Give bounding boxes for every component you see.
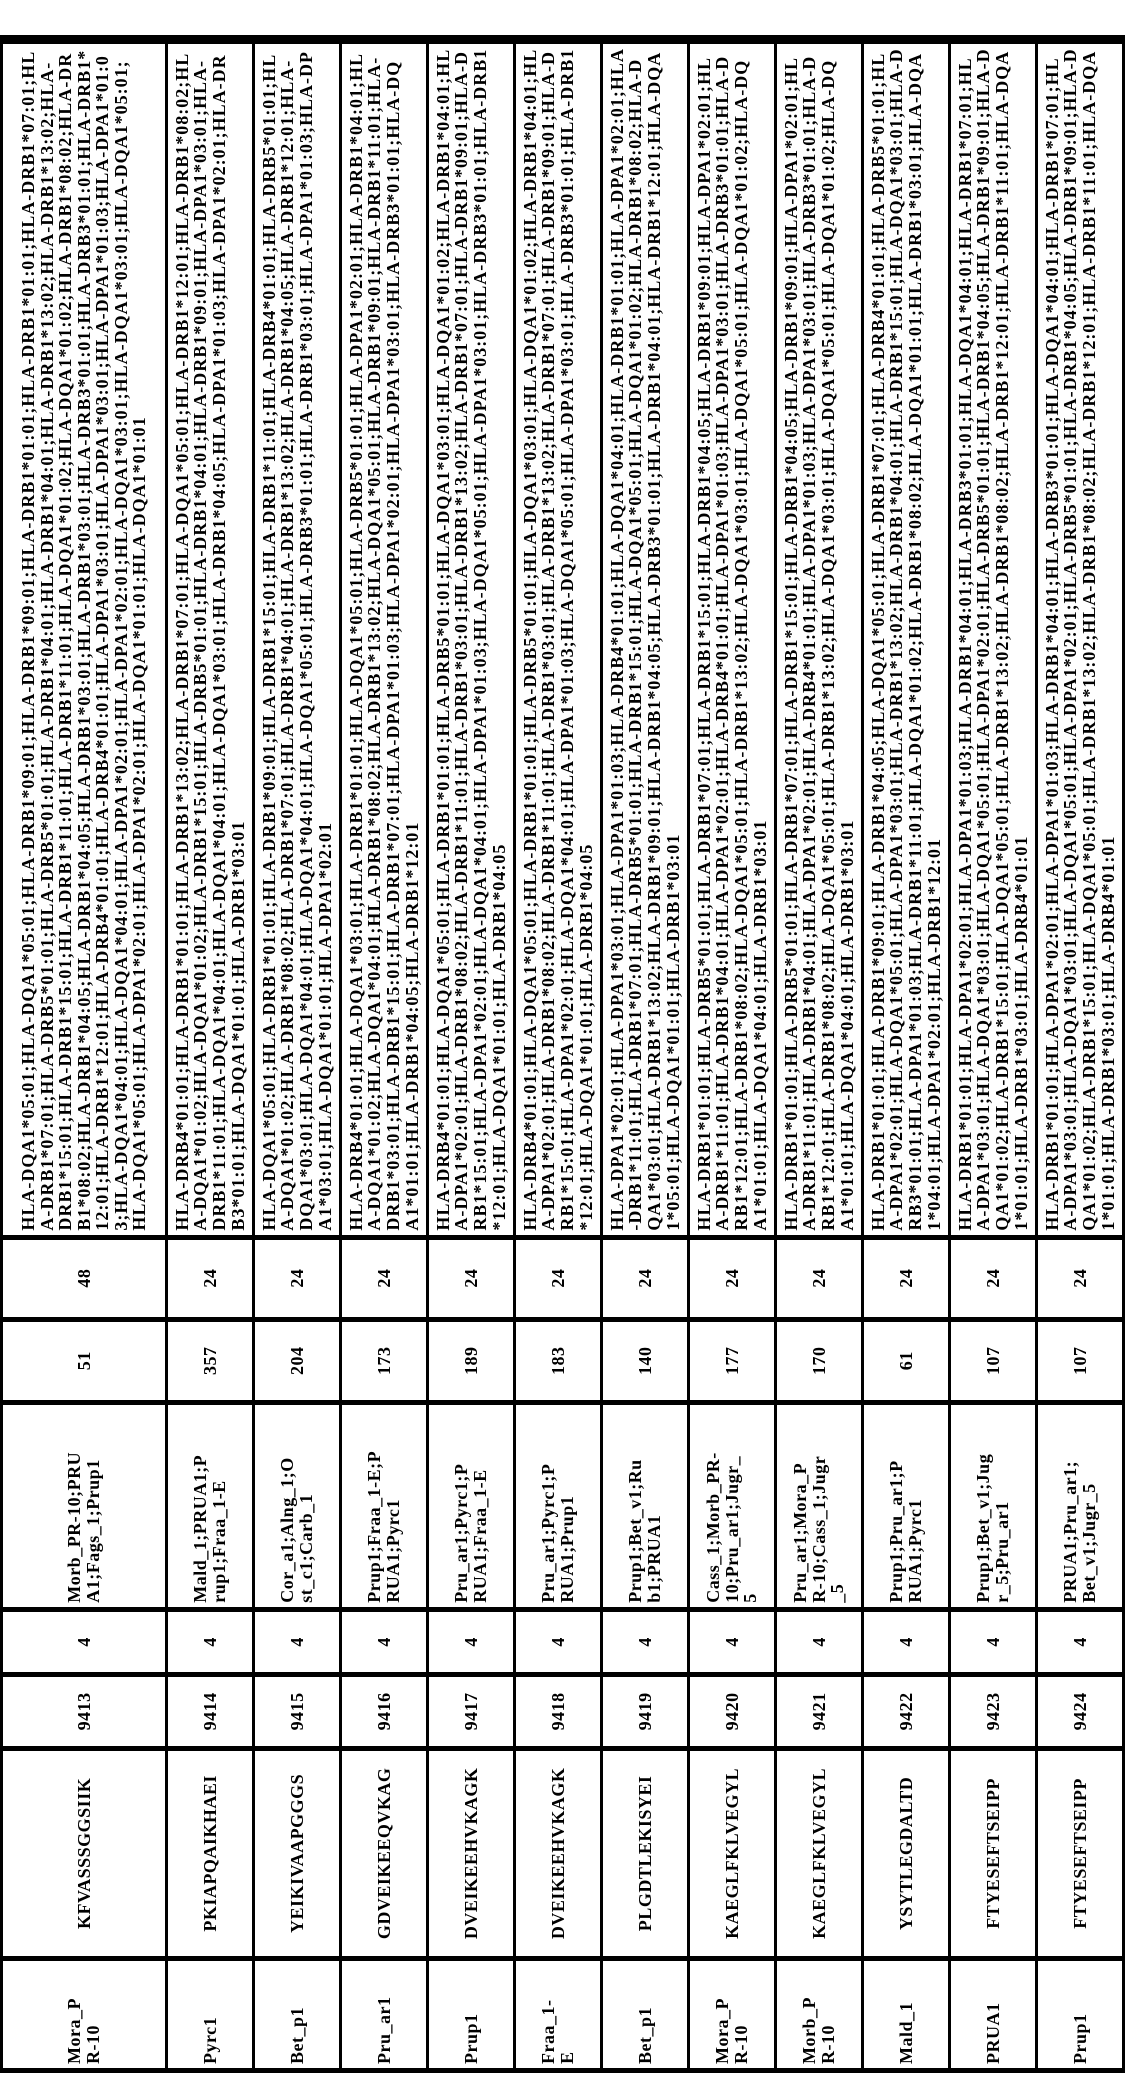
protein-count-cell: 4 — [776, 1609, 863, 1674]
count-b-cell: 24 — [776, 1237, 863, 1319]
hla-allele-list: HLA-DRB4*01:01;HLA-DRB1*01:01;HLA-DRB1*13:02;HLA-DRB1*07:01;HLA-DQA1*05:01;HLA-DRB1*12:01;HLA-DRB1*08:02;HLA-DQA1*01:02;HLA-DQA1*01:02;HLA-DRB1*15:01;HLA-DRB5*01:01;HLA-DRB1*04:01;HLA-DRB1*09:01;HLA-DPA1*03:01;HLA-DRB1*11:01;HLA-DQA1*04:01;HLA-DQA1*04:01;HLA-DQA1*03:01;HLA-DRB1*04:05;HLA-DPA1*01:03;HLA-DPA1*02:01;HLA-DRB3*01:01;HLA-DQA1*01:01;HLA-DRB1*03:01 — [171, 52, 248, 1231]
peptide-sequence-cell: FTYESEFTSEIPP — [950, 1748, 1037, 1958]
peptide-sequence-cell: DVEIKEEHVKAGK — [515, 1748, 602, 1958]
protein-count-cell: 4 — [950, 1609, 1037, 1674]
table-row — [950, 40, 1037, 2071]
protein-count-cell: 4 — [1037, 1609, 1124, 1674]
table-row — [515, 40, 602, 2071]
protein-list-cell — [341, 1402, 428, 1609]
hla-allele-cell — [515, 40, 602, 1238]
protein-list: Pru_ar1;Pyrc1;PRUA1;Prup1 — [538, 1463, 577, 1603]
table-row — [1037, 40, 1124, 2071]
protein-list: Pru_ar1;Pyrc1;PRUA1;Fraa_1-E — [451, 1463, 490, 1603]
protein-count-cell: 4 — [167, 1609, 254, 1674]
count-a-cell: 140 — [602, 1319, 689, 1402]
protein-list: Morb_PR-10;PRUA1;Fags_1;Prup1 — [64, 1451, 103, 1603]
protein-name-cell — [254, 1958, 341, 2070]
peptide-sequence-cell: KFVASSSGGSIIK — [2, 1748, 167, 1958]
protein-list-cell — [2, 1402, 167, 1609]
protein-name: Pyrc1 — [199, 2016, 220, 2064]
protein-list-cell — [689, 1402, 776, 1609]
protein-count-cell: 4 — [602, 1609, 689, 1674]
protein-list: Prup1;Pru_ar1;PRUA1;Pyrc1 — [886, 1460, 925, 1603]
protein-list: Pru_ar1;Mora_PR-10;Cass_1;Jugr_5 — [790, 1455, 848, 1603]
peptide-sequence-cell: GDVEIKEEQVKAG — [341, 1748, 428, 1958]
count-b-cell: 24 — [515, 1237, 602, 1319]
protein-name-cell — [1037, 1958, 1124, 2070]
count-a-cell: 107 — [1037, 1319, 1124, 1402]
protein-name-cell — [776, 1958, 863, 2070]
sequence-id-cell: 9414 — [167, 1674, 254, 1748]
count-a-cell: 183 — [515, 1319, 602, 1402]
table-row — [167, 40, 254, 2071]
hla-allele-cell — [950, 40, 1037, 1238]
sequence-id-cell: 9415 — [254, 1674, 341, 1748]
hla-allele-list: HLA-DRB4*01:01;HLA-DQA1*05:01;HLA-DRB1*01:01;HLA-DRB5*01:01;HLA-DQA1*03:01;HLA-DQA1*01:02;HLA-DRB1*04:01;HLA-DPA1*02:01;HLA-DRB1*08:02;HLA-DRB1*11:01;HLA-DRB1*03:01;HLA-DRB1*13:02;HLA-DRB1*07:01;HLA-DRB1*09:01;HLA-DRB1*15:01;HLA-DPA1*02:01;HLA-DQA1*04:01;HLA-DPA1*01:03;HLA-DQA1*05:01;HLA-DPA1*03:01;HLA-DRB3*01:01;HLA-DRB1*12:01;HLA-DQA1*01:01;HLA-DRB1*04:05 — [519, 48, 596, 1231]
count-a-cell: 177 — [689, 1319, 776, 1402]
table-row — [254, 40, 341, 2071]
protein-name: Pru_ar1 — [373, 1996, 394, 2064]
count-a-cell: 189 — [428, 1319, 515, 1402]
count-b-cell: 24 — [863, 1237, 950, 1319]
peptide-sequence-cell: KAEGLFKLVEGYL — [776, 1748, 863, 1958]
hla-allele-list: HLA-DQA1*05:01;HLA-DRB1*01:01;HLA-DRB1*09:01;HLA-DRB1*15:01;HLA-DRB1*11:01;HLA-DRB4*01:01;HLA-DRB5*01:01;HLA-DQA1*01:02;HLA-DRB1*08:02;HLA-DRB1*07:01;HLA-DRB1*04:01;HLA-DRB1*13:02;HLA-DRB1*04:05;HLA-DRB1*12:01;HLA-DQA1*03:01;HLA-DQA1*04:01;HLA-DQA1*04:01;HLA-DQA1*05:01;HLA-DRB3*01:01;HLA-DRB1*03:01;HLA-DPA1*01:03;HLA-DPA1*03:01;HLA-DQA1*01:01;HLA-DPA1*02:01 — [258, 51, 335, 1231]
protein-count-cell: 4 — [428, 1609, 515, 1674]
protein-name: Bet_p1 — [634, 2007, 655, 2064]
hla-allele-cell — [689, 40, 776, 1238]
count-b-cell: 24 — [602, 1237, 689, 1319]
peptide-sequence-cell: KAEGLFKLVEGYL — [689, 1748, 776, 1958]
table-row — [602, 40, 689, 2071]
sequence-id-cell: 9419 — [602, 1674, 689, 1748]
protein-list: Prup1;Bet_v1;Rub1;PRUA1 — [625, 1459, 664, 1603]
peptide-sequence-cell: YSYTLEGDALTD — [863, 1748, 950, 1958]
protein-count-cell: 4 — [863, 1609, 950, 1674]
protein-list: Mald_1;PRUA1;Prup1;Fraa_1-E — [190, 1454, 229, 1603]
protein-name: Prup1 — [460, 2013, 481, 2064]
hla-allele-cell — [776, 40, 863, 1238]
hla-allele-cell — [341, 40, 428, 1238]
sequence-id-cell: 9424 — [1037, 1674, 1124, 1748]
hla-allele-list: HLA-DRB1*01:01;HLA-DPA1*02:01;HLA-DPA1*01:03;HLA-DRB1*04:01;HLA-DRB3*01:01;HLA-DQA1*04:01;HLA-DRB1*07:01;HLA-DPA1*03:01;HLA-DQA1*03:01;HLA-DQA1*05:01;HLA-DPA1*02:01;HLA-DRB5*01:01;HLA-DRB1*04:05;HLA-DRB1*09:01;HLA-DQA1*01:02;HLA-DRB1*15:01;HLA-DQA1*05:01;HLA-DRB1*13:02;HLA-DRB1*08:02;HLA-DRB1*12:01;HLA-DRB1*11:01;HLA-DQA1*01:01;HLA-DRB1*03:01;HLA-DRB4*01:01 — [1041, 48, 1118, 1231]
hla-allele-list: HLA-DRB1*01:01;HLA-DRB5*01:01;HLA-DRB1*07:01;HLA-DRB1*15:01;HLA-DRB1*04:05;HLA-DRB1*09:01;HLA-DPA1*02:01;HLA-DRB1*11:01;HLA-DRB1*04:01;HLA-DPA1*02:01;HLA-DRB4*01:01;HLA-DPA1*01:03;HLA-DPA1*03:01;HLA-DRB3*01:01;HLA-DRB1*12:01;HLA-DRB1*08:02;HLA-DQA1*05:01;HLA-DRB1*13:02;HLA-DQA1*03:01;HLA-DQA1*05:01;HLA-DQA1*01:02;HLA-DQA1*01:01;HLA-DQA1*04:01;HLA-DRB1*03:01 — [780, 55, 857, 1231]
count-a-cell: 173 — [341, 1319, 428, 1402]
hla-allele-list: HLA-DQA1*05:01;HLA-DQA1*05:01;HLA-DRB1*09:01;HLA-DRB1*09:01;HLA-DRB1*01:01;HLA-DRB1*01:01;HLA-DRB1*07:01;HLA-DRB1*07:01;HLA-DRB5*01:01;HLA-DRB5*01:01;HLA-DRB1*04:01;HLA-DRB1*04:01;HLA-DRB1*13:02;HLA-DRB1*13:02;HLA-DRB1*15:01;HLA-DRB1*15:01;HLA-DRB1*11:01;HLA-DRB1*11:01;HLA-DQA1*01:02;HLA-DQA1*01:02;HLA-DRB1*08:02;HLA-DRB1*08:02;HLA-DRB1*04:05;HLA-DRB1*04:05;HLA-DRB1*03:01;HLA-DRB1*03:01;HLA-DRB3*01:01;HLA-DRB3*01:01;HLA-DRB1*12:01;HLA-DRB1*12:01;HLA-DRB4*01:01;HLA-DRB4*01:01;HLA-DPA1*03:01;HLA-DPA1*03:01;HLA-DPA1*01:03;HLA-DPA1*01:03;HLA-DQA1*04:01;HLA-DQA1*04:01;HLA-DPA1*02:01;HLA-DPA1*02:01;HLA-DQA1*03:01;HLA-DQA1*03:01;HLA-DQA1*05:01;HLA-DQA1*05:01;HLA-DPA1*02:01;HLA-DPA1*02:01;HLA-DQA1*01:01;HLA-DQA1*01:01 — [17, 49, 150, 1231]
table-row — [689, 40, 776, 2071]
peptide-sequence-cell: DVEIKEEHVKAGK — [428, 1748, 515, 1958]
count-b-cell: 24 — [950, 1237, 1037, 1319]
hla-allele-cell — [602, 40, 689, 1238]
protein-list-cell — [950, 1402, 1037, 1609]
sequence-id-cell: 9418 — [515, 1674, 602, 1748]
hla-allele-cell — [863, 40, 950, 1238]
protein-name-cell — [515, 1958, 602, 2070]
protein-list-cell — [167, 1402, 254, 1609]
protein-name-cell — [341, 1958, 428, 2070]
sequence-id-cell: 9420 — [689, 1674, 776, 1748]
protein-list-cell — [1037, 1402, 1124, 1609]
hla-allele-cell — [1037, 40, 1124, 1238]
count-a-cell: 170 — [776, 1319, 863, 1402]
protein-list-cell — [428, 1402, 515, 1609]
sequence-id-cell: 9421 — [776, 1674, 863, 1748]
count-b-cell: 24 — [254, 1237, 341, 1319]
count-b-cell: 24 — [167, 1237, 254, 1319]
protein-name-cell — [863, 1958, 950, 2070]
protein-name: Mora_PR-10 — [712, 1998, 751, 2064]
protein-name-cell — [167, 1958, 254, 2070]
protein-name: Mald_1 — [895, 2001, 916, 2064]
sequence-id-cell: 9423 — [950, 1674, 1037, 1748]
protein-count-cell: 4 — [254, 1609, 341, 1674]
peptide-sequence-cell: PLGDTLEKISYEI — [602, 1748, 689, 1958]
table-row — [863, 40, 950, 2071]
sequence-id-cell: 9417 — [428, 1674, 515, 1748]
protein-list-cell — [602, 1402, 689, 1609]
table-row — [2, 40, 167, 2071]
sequence-id-cell: 9422 — [863, 1674, 950, 1748]
hla-allele-cell — [254, 40, 341, 1238]
count-b-cell: 24 — [689, 1237, 776, 1319]
protein-list: Prup1;Fraa_1-E;PRUA1;Pyrc1 — [364, 1450, 403, 1603]
protein-name-cell — [689, 1958, 776, 2070]
protein-name-cell — [950, 1958, 1037, 2070]
protein-list-cell — [863, 1402, 950, 1609]
protein-list: Prup1;Bet_v1;Jugr_5;Pru_ar1 — [973, 1453, 1012, 1603]
count-b-cell: 24 — [341, 1237, 428, 1319]
protein-name: Bet_p1 — [286, 2007, 307, 2064]
protein-list: Cor_a1;Alng_1;Ost_c1;Carb_1 — [277, 1457, 316, 1603]
hla-allele-list: HLA-DPA1*02:01;HLA-DPA1*03:01;HLA-DPA1*01:03;HLA-DRB4*01:01;HLA-DQA1*04:01;HLA-DRB1*01:01;HLA-DPA1*02:01;HLA-DRB1*11:01;HLA-DRB1*07:01;HLA-DRB5*01:01;HLA-DRB1*15:01;HLA-DQA1*05:01;HLA-DQA1*01:02;HLA-DRB1*08:02;HLA-DQA1*03:01;HLA-DRB1*13:02;HLA-DRB1*09:01;HLA-DRB1*04:05;HLA-DRB3*01:01;HLA-DRB1*04:01;HLA-DRB1*12:01;HLA-DQA1*05:01;HLA-DQA1*01:01;HLA-DRB1*03:01 — [606, 48, 683, 1231]
sequence-id-cell: 9416 — [341, 1674, 428, 1748]
peptide-sequence-cell: FTYESEFTSEIPP — [1037, 1748, 1124, 1958]
count-b-cell: 24 — [1037, 1237, 1124, 1319]
protein-count-cell: 4 — [2, 1609, 167, 1674]
protein-count-cell: 4 — [515, 1609, 602, 1674]
hla-allele-list: HLA-DRB4*01:01;HLA-DQA1*03:01;HLA-DRB1*01:01;HLA-DQA1*05:01;HLA-DRB5*01:01;HLA-DPA1*02:01;HLA-DRB1*04:01;HLA-DQA1*01:02;HLA-DQA1*04:01;HLA-DRB1*08:02;HLA-DRB1*13:02;HLA-DQA1*05:01;HLA-DRB1*09:01;HLA-DRB1*11:01;HLA-DRB1*03:01;HLA-DRB1*15:01;HLA-DRB1*07:01;HLA-DPA1*01:03;HLA-DPA1*02:01;HLA-DPA1*03:01;HLA-DRB3*01:01;HLA-DQA1*01:01;HLA-DRB1*04:05;HLA-DRB1*12:01 — [345, 53, 422, 1231]
protein-name: Mora_PR-10 — [64, 1998, 103, 2064]
peptide-sequence-cell: PKIAPQAIKHAEI — [167, 1748, 254, 1958]
hla-allele-cell — [167, 40, 254, 1238]
protein-list-cell — [515, 1402, 602, 1609]
protein-count-cell: 4 — [689, 1609, 776, 1674]
count-a-cell: 357 — [167, 1319, 254, 1402]
protein-name: PRUA1 — [982, 2002, 1003, 2064]
count-a-cell: 107 — [950, 1319, 1037, 1402]
table-row — [341, 40, 428, 2071]
count-a-cell: 204 — [254, 1319, 341, 1402]
protein-name: Fraa_1-E — [538, 1999, 577, 2064]
hla-allele-list: HLA-DRB1*01:01;HLA-DRB5*01:01;HLA-DRB1*07:01;HLA-DRB1*15:01;HLA-DRB1*04:05;HLA-DRB1*09:01;HLA-DPA1*02:01;HLA-DRB1*11:01;HLA-DRB1*04:01;HLA-DPA1*02:01;HLA-DRB4*01:01;HLA-DPA1*01:03;HLA-DPA1*03:01;HLA-DRB3*01:01;HLA-DRB1*12:01;HLA-DRB1*08:02;HLA-DQA1*05:01;HLA-DRB1*13:02;HLA-DQA1*03:01;HLA-DQA1*05:01;HLA-DQA1*01:02;HLA-DQA1*01:01;HLA-DQA1*04:01;HLA-DRB1*03:01 — [693, 55, 770, 1231]
count-b-cell: 24 — [428, 1237, 515, 1319]
hla-allele-list: HLA-DRB4*01:01;HLA-DQA1*05:01;HLA-DRB1*01:01;HLA-DRB5*01:01;HLA-DQA1*03:01;HLA-DQA1*01:02;HLA-DRB1*04:01;HLA-DPA1*02:01;HLA-DRB1*08:02;HLA-DRB1*11:01;HLA-DRB1*03:01;HLA-DRB1*13:02;HLA-DRB1*07:01;HLA-DRB1*09:01;HLA-DRB1*15:01;HLA-DPA1*02:01;HLA-DQA1*04:01;HLA-DPA1*01:03;HLA-DQA1*05:01;HLA-DPA1*03:01;HLA-DRB3*01:01;HLA-DRB1*12:01;HLA-DQA1*01:01;HLA-DRB1*04:05 — [432, 48, 509, 1231]
table-row — [428, 40, 515, 2071]
peptide-sequence-cell: YEIKIVAAPGGGS — [254, 1748, 341, 1958]
table-row — [776, 40, 863, 2071]
peptide-hla-table — [0, 35, 1125, 2073]
count-a-cell: 51 — [2, 1319, 167, 1402]
count-a-cell: 61 — [863, 1319, 950, 1402]
protein-list-cell — [254, 1402, 341, 1609]
protein-list: Cass_1;Morb_PR-10;Pru_ar1;Jugr_5 — [703, 1452, 761, 1603]
protein-list-cell — [776, 1402, 863, 1609]
hla-allele-cell — [428, 40, 515, 1238]
sequence-id-cell: 9413 — [2, 1674, 167, 1748]
count-b-cell: 48 — [2, 1237, 167, 1319]
protein-name: Morb_PR-10 — [799, 1997, 838, 2064]
protein-list: PRUA1;Pru_ar1;Bet_v1;Jugr_5 — [1060, 1460, 1099, 1603]
protein-name-cell — [2, 1958, 167, 2070]
hla-allele-list: HLA-DRB1*01:01;HLA-DPA1*02:01;HLA-DPA1*01:03;HLA-DRB1*04:01;HLA-DRB3*01:01;HLA-DQA1*04:01;HLA-DRB1*07:01;HLA-DPA1*03:01;HLA-DQA1*03:01;HLA-DQA1*05:01;HLA-DPA1*02:01;HLA-DRB5*01:01;HLA-DRB1*04:05;HLA-DRB1*09:01;HLA-DQA1*01:02;HLA-DRB1*15:01;HLA-DQA1*05:01;HLA-DRB1*13:02;HLA-DRB1*08:02;HLA-DRB1*12:01;HLA-DRB1*11:01;HLA-DQA1*01:01;HLA-DRB1*03:01;HLA-DRB4*01:01 — [954, 48, 1031, 1231]
protein-name: Prup1 — [1069, 2013, 1090, 2064]
protein-name-cell — [602, 1958, 689, 2070]
hla-allele-list: HLA-DRB1*01:01;HLA-DRB1*09:01;HLA-DRB1*04:05;HLA-DQA1*05:01;HLA-DRB1*07:01;HLA-DRB4*01:01;HLA-DRB5*01:01;HLA-DPA1*02:01;HLA-DQA1*05:01;HLA-DPA1*03:01;HLA-DRB1*13:02;HLA-DRB1*04:01;HLA-DRB1*15:01;HLA-DQA1*03:01;HLA-DRB3*01:01;HLA-DPA1*01:03;HLA-DRB1*11:01;HLA-DQA1*01:02;HLA-DRB1*08:02;HLA-DQA1*01:01;HLA-DRB1*03:01;HLA-DQA1*04:01;HLA-DPA1*02:01;HLA-DRB1*12:01 — [867, 48, 944, 1231]
hla-allele-cell — [2, 40, 167, 1238]
protein-name-cell — [428, 1958, 515, 2070]
protein-count-cell: 4 — [341, 1609, 428, 1674]
